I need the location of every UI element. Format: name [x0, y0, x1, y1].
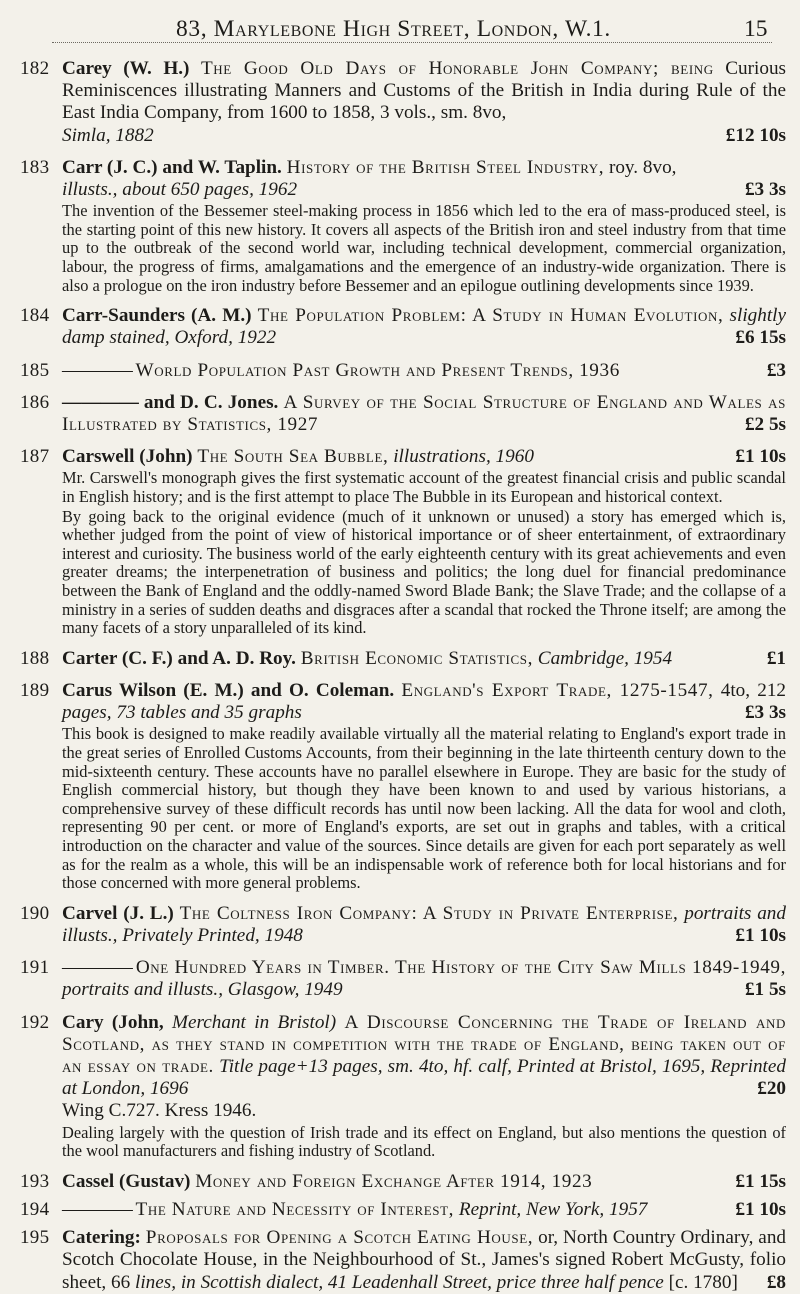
catalogue-entry-183 — [0, 157, 800, 295]
entry-author: Carswell (John) — [62, 446, 193, 468]
entry-author: Cary (John, — [62, 1011, 164, 1033]
entry-title: Proposals for Opening a Scotch Eating House, — [145, 1227, 534, 1249]
entry-details: illustrations, 1960 — [393, 446, 534, 468]
entry-rest: roy. 8vo, — [608, 156, 677, 178]
entry-title: The Population Problem: A Study in Human Evolution, — [257, 305, 724, 327]
entry-author: Carus Wilson (E. M.) and O. Coleman. — [62, 679, 395, 701]
entry-price: £12 10s — [725, 124, 786, 146]
entry-details: slightly damp stained, Oxford, 1922 — [62, 305, 787, 349]
catalogue-entry-189 — [0, 680, 800, 893]
entry-price: £1 10s — [735, 1198, 786, 1220]
entry-number: 194 — [20, 1198, 50, 1220]
catalogue-entry-185 — [0, 360, 800, 382]
entry-number: 183 — [20, 156, 50, 178]
entry-description: This book is designed to make readily available virtually all the material relating to England's export trade in the great series of Enrolled Customs Accounts, from their beginning in the late thirteenth century down to the mid-sixteenth century. These accounts have no parallel elsewhere in Europe. They are basic for the study of English commercial history, but though they have been known to and used by various historians, a comprehensive survey of these difficult records has until now been lacking. All the data for wool and cloth, representing 90 per cent. or more of England's exports, are set out in graphs and tables, with a critical introduction on the character and value of the sources. Since details are given for each port separately as well as for the realm as a whole, this will be an indispensable work of reference both for local historians and for those concerned with more general problems. — [62, 724, 786, 893]
entry-title: A Survey of the Social Structure of England and Wales as Illustrated by Statistics, 1927 — [62, 391, 786, 435]
entry-wing-reference: Wing C.727. Kress 1946. — [62, 1100, 257, 1122]
entry-details: Cambridge, 1954 — [537, 647, 673, 669]
entry-details: Title page+13 pages, sm. 4to, hf. calf, Printed at Bristol, 1695, Reprinted at London, 1696 — [62, 1055, 786, 1100]
entry-rest: 4to, 212 — [720, 679, 787, 701]
entry-description: The invention of the Bessemer steel-making process in 1856 which led to the era of mass-produced steel, is the starting point of this new history. It covers all aspects of the British iron and steel industry from that time up to the outbreak of the second world war, including technical development, commercial organization, labour, the progress of firms, amalgamations and the emergence of an industry-wide organization. There is also a prologue on the iron industry before Bessemer and an epilogue outlining developments since 1939. — [62, 201, 786, 295]
entry-number: 185 — [20, 359, 50, 381]
entry-description: By going back to the original evidence (much of it unknown or unused) a story has emerged which is, whether judged from the point of view of historical importance or of sheer entertainment, of extraordinary interest and curiosity. The business world of the early eighteenth century with its great achievements and even greater dreams; the interpenetration of business and politics; the long duel for financial predominance between the Bank of England and the oddly-named Sword Blade Bank; the Slave Trade; and the collapse of a ministry in a series of sudden deaths and disgraces after a scandal that rocked the Throne itself; are among the many facets of a story unparalleled of its kind. — [62, 506, 786, 638]
entry-title: Money and Foreign Exchange After 1914, 1923 — [195, 1170, 593, 1192]
entry-rest: Curious Reminiscences illustrating Manners and Customs of the British in India during Rule of the East India Company, from 1600 to 1858, 3 vols., sm. 8vo, — [62, 58, 787, 124]
catalogue-entry-191 — [0, 957, 800, 1001]
entry-author: ———— — [62, 1198, 131, 1220]
entry-number: 187 — [20, 446, 50, 468]
catalogue-entry-190 — [0, 903, 800, 947]
catalogue-entry-187 — [0, 446, 800, 638]
entry-title: The Nature and Necessity of Interest, — [135, 1198, 455, 1220]
entry-price: £8 — [766, 1271, 786, 1293]
entry-price: £3 — [766, 359, 786, 381]
entry-details: portraits and illusts., Glasgow, 1949 — [62, 979, 343, 1001]
entry-author-note: Merchant in Bristol) — [172, 1011, 337, 1033]
entry-number: 191 — [20, 957, 50, 979]
entry-price: £1 — [766, 647, 786, 669]
entry-title: The South Sea Bubble, — [197, 446, 389, 468]
catalogue-entry-184 — [0, 305, 800, 349]
entry-number: 189 — [20, 679, 50, 701]
entry-author: Cassel (Gustav) — [62, 1170, 191, 1192]
entry-title: The Coltness Iron Company: A Study in Private Enterprise, — [179, 902, 679, 924]
catalogue-entry-192 — [0, 1012, 800, 1161]
entry-number: 182 — [20, 58, 50, 79]
entry-price: £2 5s — [744, 414, 786, 435]
entry-title: World Population Past Growth and Present Trends, 1936 — [135, 359, 620, 381]
entry-number: 188 — [20, 647, 50, 669]
catalogue-entry-186 — [0, 392, 800, 436]
entry-price: £1 10s — [735, 446, 786, 468]
entry-author: ———— and D. C. Jones. — [62, 391, 279, 413]
entry-number: 192 — [20, 1011, 50, 1033]
entry-author: Carvel (J. L.) — [62, 902, 174, 924]
entry-description: Mr. Carswell's monograph gives the first systematic account of the greatest financial crisis and public scandal in English history; and is the first attempt to place The Bubble in its European and historical context. — [62, 468, 786, 506]
entry-author: Carey (W. H.) — [62, 58, 190, 79]
catalogue-entry-194 — [0, 1199, 800, 1221]
page-header-title: 83, Marylebone High Street, London, W.1. — [176, 16, 611, 42]
entry-rest: or, North Country Ordinary, and Scotch Chocolate House, in the Neighbourhood of St., James's signed Robert McGusty, folio sheet, 66 — [62, 1227, 787, 1293]
entry-price: £3 3s — [744, 179, 786, 201]
entry-author: ———— — [62, 359, 131, 381]
entry-details: portraits and illusts., Privately Printed, 1948 — [62, 902, 786, 946]
catalogue-entry-182 — [0, 58, 800, 147]
entry-title: A Discourse Concerning the Trade of Ireland and Scotland, as they stand in competition with the trade of England, being taken out of an essay on trade. — [62, 1011, 786, 1077]
entry-number: 186 — [20, 391, 50, 413]
catalogue-entry-195 — [0, 1227, 800, 1294]
catalogue-entry-188 — [0, 648, 800, 670]
entry-author: Carr-Saunders (A. M.) — [62, 305, 252, 327]
entry-description: Dealing largely with the question of Irish trade and its effect on England, but also mentions the question of the wool manufacturers and fishing industry of Scotland. — [62, 1122, 786, 1161]
entry-title: One Hundred Years in Timber. The History of the City Saw Mills 1849-1949, — [135, 957, 786, 979]
entry-number: 193 — [20, 1170, 50, 1192]
entry-price: £1 15s — [735, 1170, 786, 1192]
entry-price: £6 15s — [735, 327, 786, 349]
entry-number: 190 — [20, 902, 50, 924]
header-divider — [52, 42, 772, 43]
page-header — [0, 10, 800, 50]
entry-price: £1 10s — [735, 924, 786, 946]
entry-details: illusts., about 650 pages, 1962 — [62, 179, 298, 201]
entry-author: Catering: — [62, 1227, 141, 1249]
entry-price: £20 — [757, 1078, 786, 1100]
entry-title: History of the British Steel Industry, — [286, 156, 605, 178]
entry-author: Carter (C. F.) and A. D. Roy. — [62, 647, 296, 669]
page-number: 15 — [744, 16, 768, 42]
entry-author: Carr (J. C.) and W. Taplin. — [62, 156, 282, 178]
entry-title: The Good Old Days of Honorable John Company; being — [200, 58, 714, 79]
entry-number: 195 — [20, 1227, 50, 1249]
entry-author: ———— — [62, 957, 131, 979]
catalogue-entry-193 — [0, 1171, 800, 1193]
entry-details: Reprint, New York, 1957 — [458, 1198, 648, 1220]
entry-title: England's Export Trade, 1275-1547, — [401, 679, 714, 701]
entry-price: £3 3s — [744, 702, 786, 724]
entry-title: British Economic Statistics, — [300, 647, 533, 669]
entry-number: 184 — [20, 305, 50, 327]
entry-price: £1 5s — [744, 979, 786, 1001]
entry-details: Simla, 1882 — [62, 124, 154, 146]
catalogue-entries — [0, 58, 800, 1294]
entry-details-tail: [c. 1780] — [668, 1271, 738, 1293]
entry-details: lines, in Scottish dialect, 41 Leadenhall Street, price three half pence — [135, 1271, 664, 1293]
entry-details: pages, 73 tables and 35 graphs — [62, 702, 302, 724]
